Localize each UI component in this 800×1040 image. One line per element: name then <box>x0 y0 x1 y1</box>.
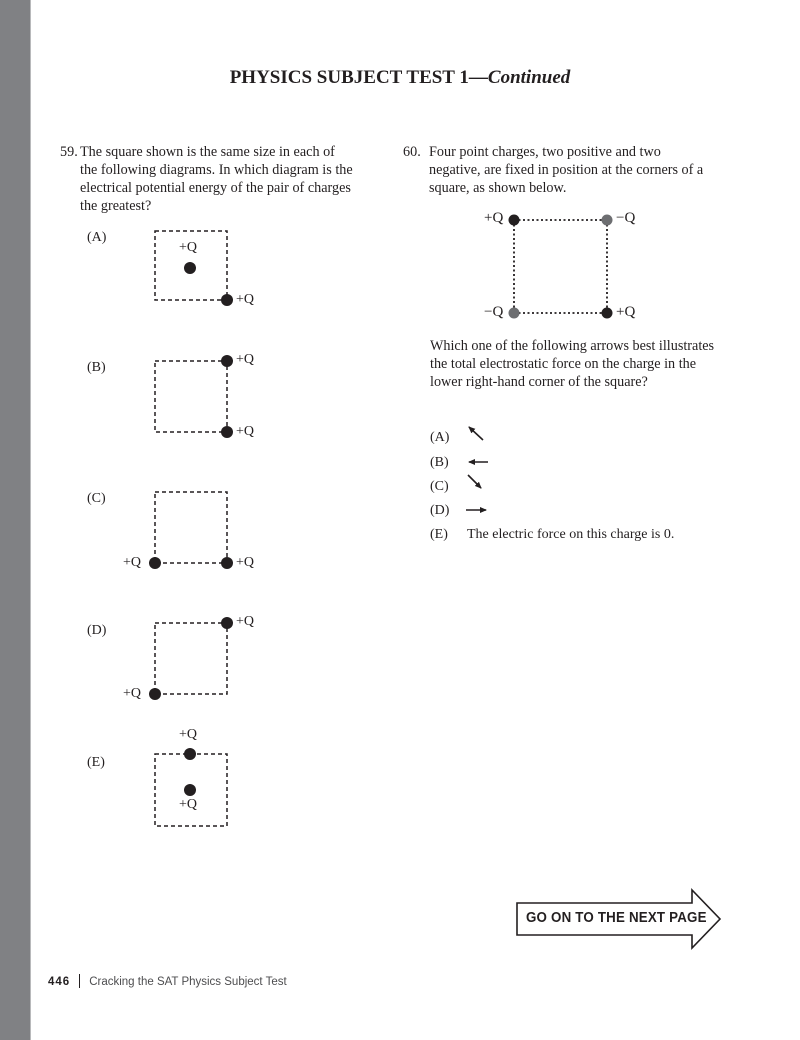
footer-divider <box>79 974 80 988</box>
charge-bottom-left-label: −Q <box>484 304 504 320</box>
title-main: PHYSICS SUBJECT TEST 1— <box>229 67 488 88</box>
arrow-up-left-icon <box>469 427 483 440</box>
charge-label: +Q <box>123 555 142 570</box>
option-d-label[interactable]: (D) <box>87 623 107 638</box>
text-line: the total electrostatic force on the charge in the <box>430 356 697 372</box>
charge-label: +Q <box>236 424 255 439</box>
option-a-label[interactable]: (A) <box>430 430 450 445</box>
charge-label: +Q <box>236 555 255 570</box>
text-line: electrical potential energy of the pair of charges <box>80 180 351 196</box>
book-title: Cracking the SAT Physics Subject Test <box>89 976 287 988</box>
charge-label: +Q <box>236 352 255 367</box>
charge-label: +Q <box>179 727 198 742</box>
text-line: negative, are fixed in position at the corners of a <box>429 162 704 178</box>
charge-label: +Q <box>236 614 255 629</box>
arrow-down-right-icon <box>468 475 481 488</box>
text-line: the greatest? <box>80 198 152 214</box>
charge-bottom-right-label: +Q <box>616 304 636 320</box>
text-line: square, as shown below. <box>429 180 567 196</box>
page-footer <box>48 974 287 988</box>
option-e-text: The electric force on this charge is 0. <box>467 527 675 542</box>
charge-top-right-label: −Q <box>616 210 636 226</box>
option-c-label[interactable]: (C) <box>87 491 106 506</box>
charge-top-left-label: +Q <box>484 210 504 226</box>
option-b-label[interactable]: (B) <box>430 455 449 470</box>
option-a-label[interactable]: (A) <box>87 230 107 245</box>
question-number: 60. <box>403 144 421 160</box>
option-c-label[interactable]: (C) <box>430 479 449 494</box>
page-number: 446 <box>48 976 71 988</box>
option-b-label[interactable]: (B) <box>87 360 106 375</box>
question-number: 59. <box>60 144 78 160</box>
text-line: Which one of the following arrows best illustrates <box>430 338 715 354</box>
title-continued: Continued <box>487 67 571 88</box>
charge-label: +Q <box>123 686 142 701</box>
option-d-label[interactable]: (D) <box>430 503 450 518</box>
text-line: Four point charges, two positive and two <box>429 144 661 160</box>
charge-label: +Q <box>179 797 198 812</box>
text-line: The square shown is the same size in each of <box>80 144 335 160</box>
charge-label: +Q <box>179 240 198 255</box>
option-e-label[interactable]: (E) <box>87 755 105 770</box>
option-e-label[interactable]: (E) <box>430 527 448 542</box>
text-line: the following diagrams. In which diagram is the <box>80 162 353 178</box>
next-page-label[interactable]: GO ON TO THE NEXT PAGE <box>526 910 707 926</box>
text-line: lower right-hand corner of the square? <box>430 374 648 390</box>
charge-label: +Q <box>236 292 255 307</box>
